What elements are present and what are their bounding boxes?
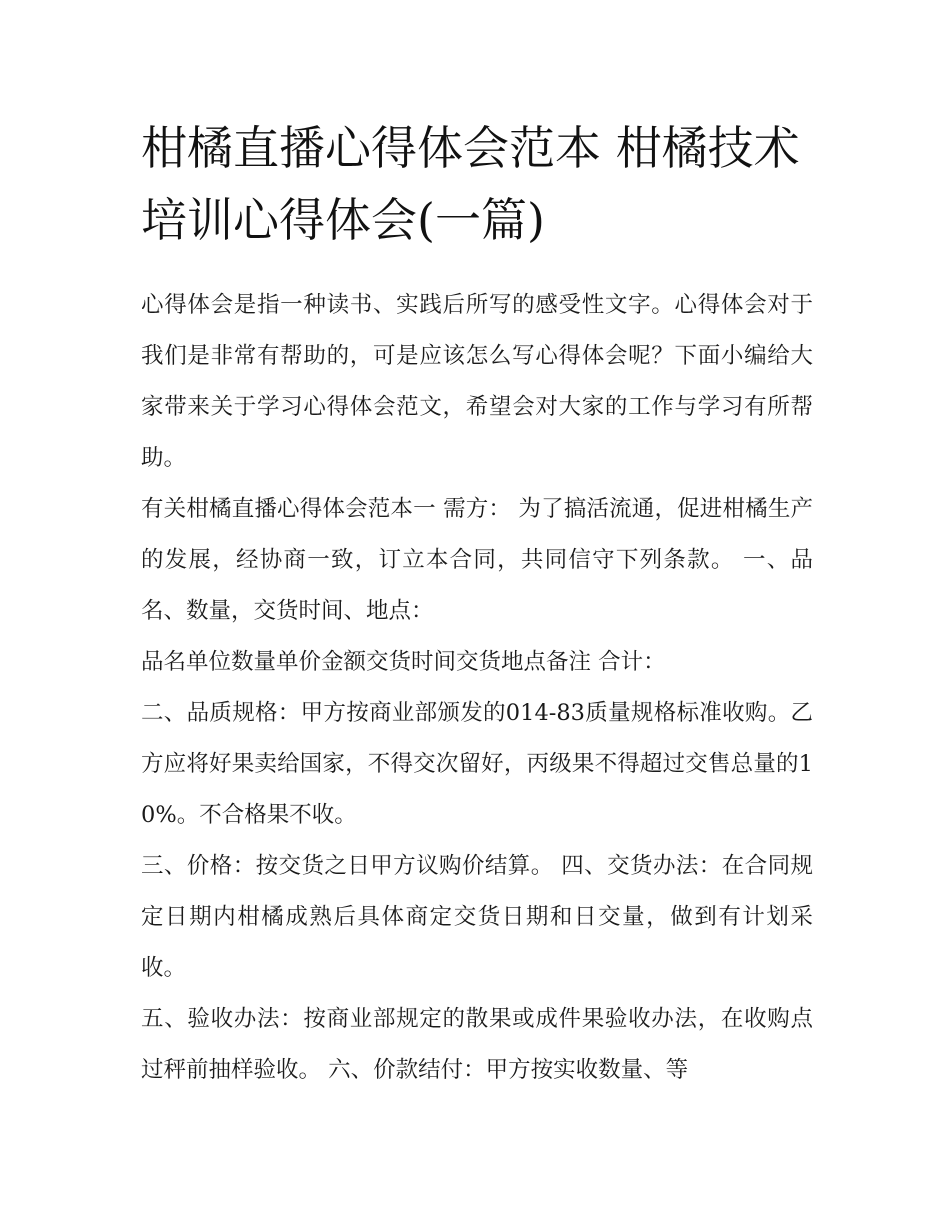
document-body <box>141 280 813 1096</box>
paragraph-inspection-payment: 五、验收办法：按商业部规定的散果或成件果验收办法，在收购点过秤前抽样验收。 六、价款结付：甲方按实收数量、等 <box>141 1006 813 1083</box>
paragraph-intro: 心得体会是指一种读书、实践后所写的感受性文字。心得体会对于我们是非常有帮助的，可是应该怎么写心得体会呢？下面小编给大家带来关于学习心得体会范文，希望会对大家的工作与学习有所帮助。 <box>141 292 813 471</box>
paragraph-contract-opening: 有关柑橘直播心得体会范本一 需方： 为了搞活流通，促进柑橘生产的发展，经协商一致，订立本合同，共同信守下列条款。 一、品名、数量，交货时间、地点： <box>141 496 813 624</box>
paragraph-price-delivery: 三、价格：按交货之日甲方议购价结算。 四、交货办法：在合同规定日期内柑橘成熟后具体商定交货日期和日交量，做到有计划采收。 <box>141 853 813 981</box>
paragraph-table-headers: 品名单位数量单价金额交货时间交货地点备注 合计： <box>141 649 666 675</box>
paragraph-quality-spec: 二、品质规格：甲方按商业部颁发的014-83质量规格标准收购。乙方应将好果卖给国家，不得交次留好，丙级果不得超过交售总量的10%。不合格果不收。 <box>141 700 813 828</box>
document-content <box>141 112 813 1096</box>
document-title: 柑橘直播心得体会范本 柑橘技术培训心得体会(一篇) <box>141 121 800 247</box>
